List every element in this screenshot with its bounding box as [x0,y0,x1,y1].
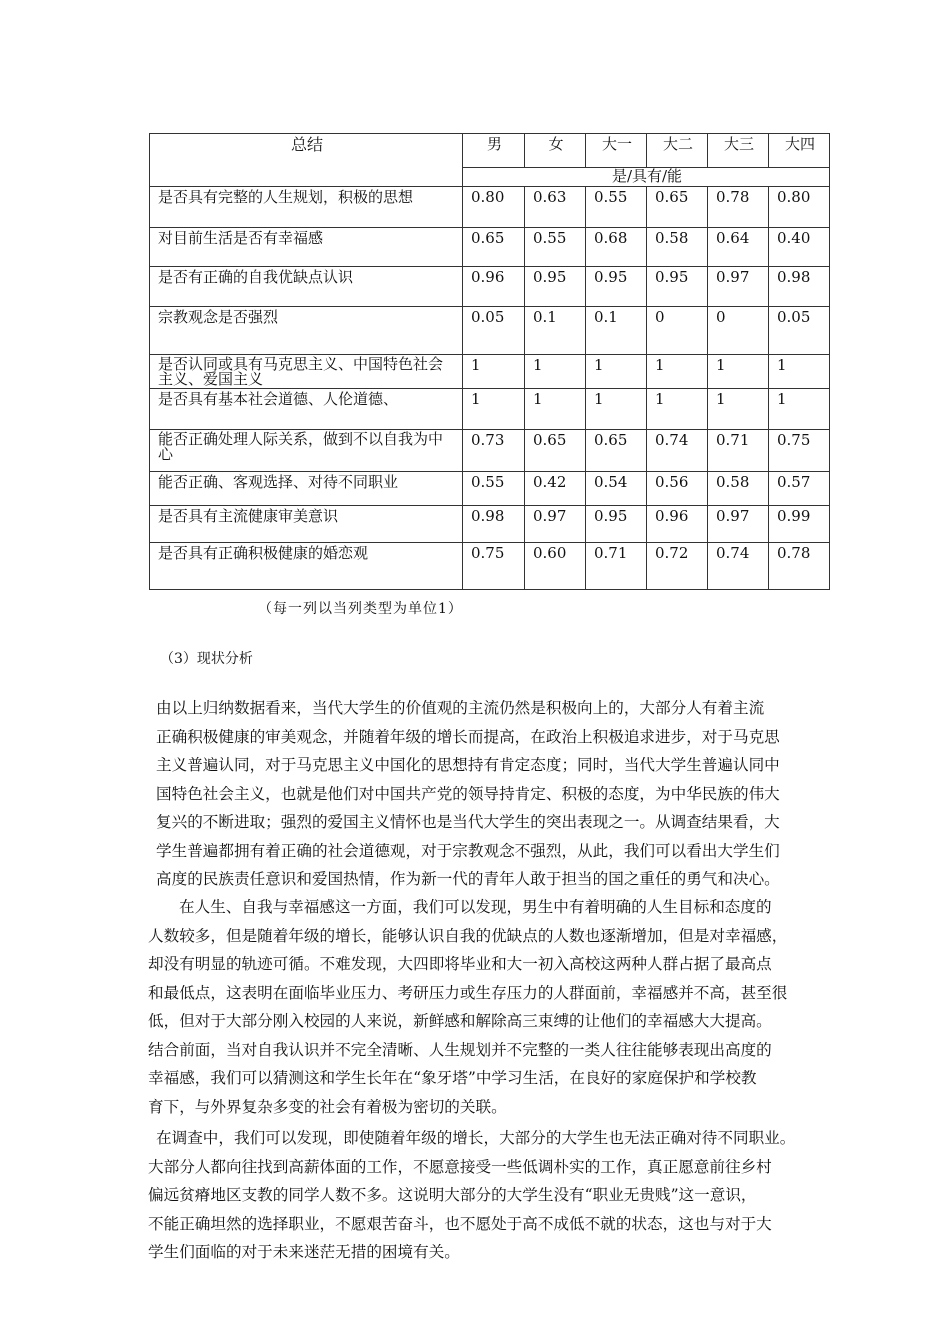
unit-label: 是/具有/能 [463,168,830,187]
table-row [150,389,830,430]
cell-value: 0.73 [463,430,525,472]
cell-value: 0.54 [586,472,647,506]
cell-value: 0.57 [769,472,830,506]
cell-value: 1 [769,355,830,389]
cell-value: 1 [463,389,525,430]
paragraph-line: 育下，与外界复杂多变的社会有着极为密切的关联。 [148,1097,507,1116]
paragraph-happiness [148,893,828,1121]
cell-value: 0.64 [708,228,769,267]
cell-value: 0.1 [586,307,647,355]
cell-value: 0.74 [708,543,769,590]
table-row [150,228,830,267]
paragraph-line: 幸福感，我们可以猜测这和学生长年在“象牙塔”中学习生活，在良好的家庭保护和学校教 [148,1069,757,1087]
table-row [150,506,830,543]
table-row [150,543,830,590]
cell-value: 0 [708,307,769,355]
cell-value: 0.97 [708,267,769,307]
table-row [150,307,830,355]
column-header: 大一 [586,134,647,168]
table-caption: （每一列以当列类型为单位1） [258,601,463,617]
cell-value: 1 [647,355,708,389]
column-header: 大四 [769,134,830,168]
row-label: 宗教观念是否强烈 [150,307,463,355]
cell-value: 0.98 [769,267,830,307]
paragraph-line: 高度的民族责任意识和爱国热情，作为新一代的青年人敢于担当的国之重任的勇气和决心。 [156,870,780,888]
row-label: 对目前生活是否有幸福感 [150,228,463,267]
cell-value: 0.71 [586,543,647,590]
cell-value: 1 [708,389,769,430]
cell-value: 0.99 [769,506,830,543]
paragraph-line: 结合前面，当对自我认识并不完全清晰、人生规划并不完整的一类人往往能够表现出高度的 [148,1040,772,1059]
row-label: 能否正确、客观选择、对待不同职业 [150,472,463,506]
paragraph-line: 国特色社会主义，也就是他们对中国共产党的领导持肯定、积极的态度，为中华民族的伟大 [156,784,780,803]
table-row [150,430,830,472]
paragraph-line: 大部分人都向往找到高薪体面的工作，不愿意接受一些低调朴实的工作，真正愿意前往乡村 [148,1157,772,1176]
cell-value: 1 [708,355,769,389]
section-title: （3）现状分析 [160,651,253,667]
paragraph-line: 学生普遍都拥有着正确的社会道德观，对于宗教观念不强烈，从此，我们可以看出大学生们 [156,841,780,860]
cell-value: 0.40 [769,228,830,267]
cell-value: 0.80 [769,187,830,228]
cell-value: 1 [463,355,525,389]
row-label: 是否有正确的自我优缺点认识 [150,267,463,307]
cell-value: 0.05 [463,307,525,355]
paragraph-line: 由以上归纳数据看来，当代大学生的价值观的主流仍然是积极向上的，大部分人有着主流 [156,699,765,717]
cell-value: 0.80 [463,187,525,228]
cell-value: 0.58 [708,472,769,506]
paragraph-line: 人数较多，但是随着年级的增长，能够认识自我的优缺点的人数也逐渐增加，但是对幸福感， [148,926,788,945]
cell-value: 0.65 [647,187,708,228]
paragraph-career [148,1124,828,1267]
cell-value: 0.96 [463,267,525,307]
cell-value: 0.74 [647,430,708,472]
survey-summary-table [149,133,830,590]
table-header-row [150,134,830,168]
table-row [150,187,830,228]
paragraph-line: 却没有明显的轨迹可循。不难发现，大四即将毕业和大一初入高校这两种人群占据了最高点 [148,955,772,973]
cell-value: 0.65 [525,430,586,472]
cell-value: 0.78 [708,187,769,228]
paragraph-summary [148,694,828,894]
cell-value: 0.78 [769,543,830,590]
cell-value: 0.95 [525,267,586,307]
paragraph-line: 在调查中，我们可以发现，即使随着年级的增长，大部分的大学生也无法正确对待不同职业。 [156,1129,796,1147]
paragraph-line: 和最低点，这表明在面临毕业压力、考研压力或生存压力的人群面前，幸福感并不高，甚至很 [148,983,788,1002]
row-label: 是否认同或具有马克思主义、中国特色社会主义、爱国主义 [150,355,463,389]
cell-value: 0.95 [647,267,708,307]
column-header: 大二 [647,134,708,168]
paragraph-line: 正确积极健康的审美观念，并随着年级的增长而提高，在政治上积极追求进步，对于马克思 [156,727,780,746]
paragraph-line: 不能正确坦然的选择职业，不愿艰苦奋斗，也不愿处于高不成低不就的状态，这也与对于大 [148,1214,772,1233]
cell-value: 0.65 [586,430,647,472]
paragraph-line: 偏远贫瘠地区支教的同学人数不多。这说明大部分的大学生没有“职业无贵贱”这一意识， [148,1186,757,1204]
cell-value: 1 [586,389,647,430]
cell-value: 1 [586,355,647,389]
row-label: 是否具有主流健康审美意识 [150,506,463,543]
cell-value: 0.95 [586,267,647,307]
table-row [150,472,830,506]
cell-value: 0.63 [525,187,586,228]
cell-value: 0.97 [708,506,769,543]
row-label: 能否正确处理人际关系，做到不以自我为中心 [150,430,463,472]
cell-value: 1 [647,389,708,430]
cell-value: 0.97 [525,506,586,543]
cell-value: 0 [647,307,708,355]
cell-value: 0.58 [647,228,708,267]
column-header: 大三 [708,134,769,168]
cell-value: 0.1 [525,307,586,355]
row-label: 是否具有完整的人生规划，积极的思想 [150,187,463,228]
column-header: 男 [463,134,525,168]
column-header: 女 [525,134,586,168]
cell-value: 0.68 [586,228,647,267]
table-row [150,355,830,389]
cell-value: 0.75 [769,430,830,472]
paragraph-line: 低，但对于大部分刚入校园的人来说，新鲜感和解除高三束缚的让他们的幸福感大大提高。 [148,1012,772,1030]
cell-value: 0.55 [463,472,525,506]
cell-value: 0.56 [647,472,708,506]
table-title: 总结 [150,134,463,187]
paragraph-line: 学生们面临的对于未来迷茫无措的困境有关。 [148,1243,460,1261]
row-label: 是否具有正确积极健康的婚恋观 [150,543,463,590]
cell-value: 1 [769,389,830,430]
cell-value: 0.65 [463,228,525,267]
cell-value: 0.42 [525,472,586,506]
cell-value: 0.60 [525,543,586,590]
paragraph-line: 在人生、自我与幸福感这一方面，我们可以发现，男生中有着明确的人生目标和态度的 [179,898,772,916]
cell-value: 0.72 [647,543,708,590]
cell-value: 0.05 [769,307,830,355]
cell-value: 0.98 [463,506,525,543]
row-label: 是否具有基本社会道德、人伦道德、 [150,389,463,430]
table-row [150,267,830,307]
cell-value: 1 [525,389,586,430]
cell-value: 0.75 [463,543,525,590]
cell-value: 0.96 [647,506,708,543]
paragraph-line: 复兴的不断进取；强烈的爱国主义情怀也是当代大学生的突出表现之一。从调查结果看，大 [156,813,780,831]
cell-value: 0.55 [586,187,647,228]
cell-value: 1 [525,355,586,389]
cell-value: 0.95 [586,506,647,543]
cell-value: 0.55 [525,228,586,267]
cell-value: 0.71 [708,430,769,472]
paragraph-line: 主义普遍认同，对于马克思主义中国化的思想持有肯定态度；同时，当代大学生普遍认同中 [156,756,780,774]
